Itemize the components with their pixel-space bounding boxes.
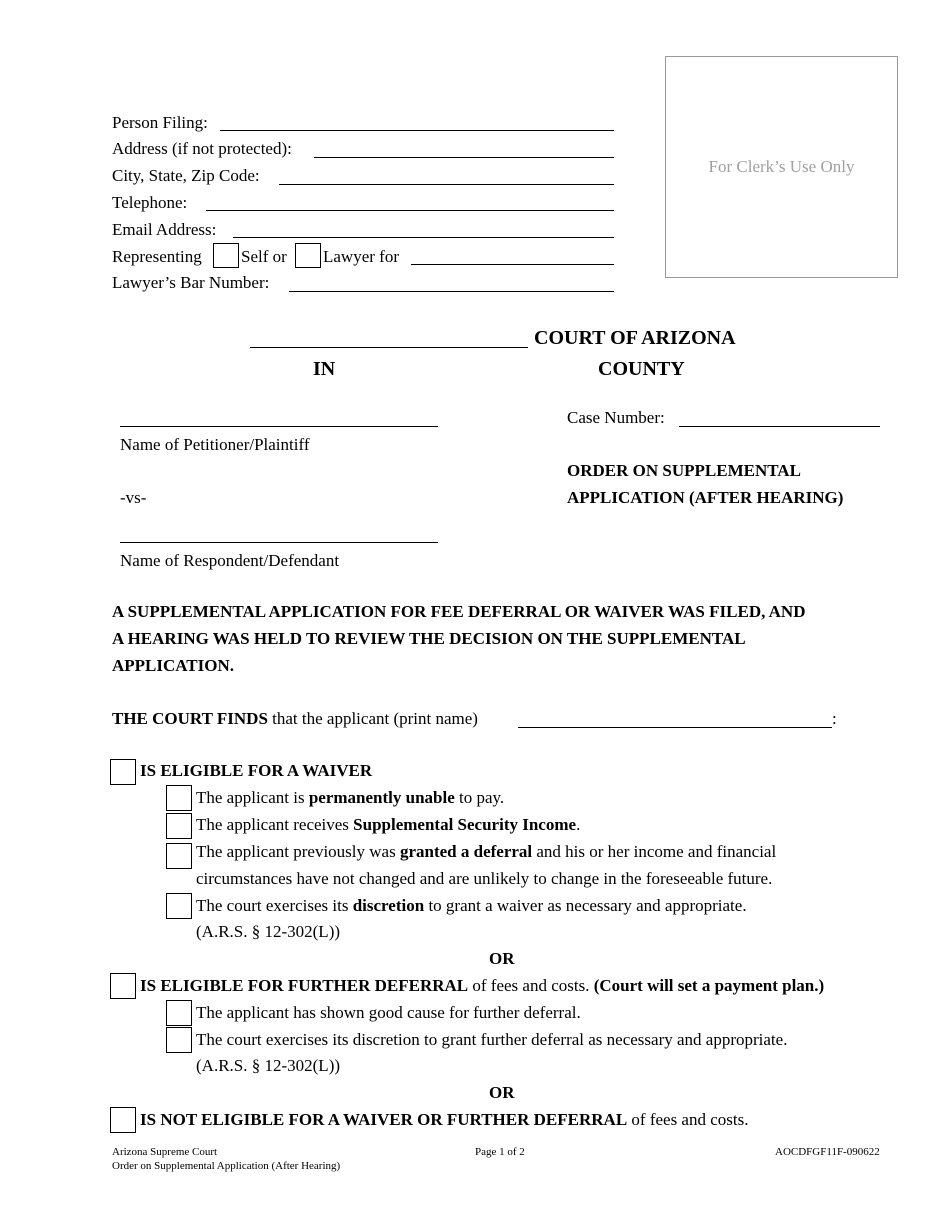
case-number-label: Case Number: [567, 408, 665, 427]
in-heading: IN [313, 358, 336, 380]
case-number-field[interactable] [679, 426, 880, 427]
lawyer-for-label: Lawyer for [323, 247, 399, 266]
respondent-label: Name of Respondent/Defendant [120, 551, 340, 570]
city-state-zip-label: City, State, Zip Code: [112, 166, 260, 185]
good-cause-checkbox[interactable] [166, 1000, 192, 1026]
person-filing-field[interactable] [220, 130, 614, 131]
waiver-discretion-checkbox[interactable] [166, 893, 192, 919]
superior-court-field[interactable] [250, 347, 528, 348]
footer-court: Arizona Supreme Court [112, 1146, 218, 1158]
email-field[interactable] [233, 237, 614, 238]
prior-deferral-option: The applicant previously was granted a deferral and his or her income and financial [196, 842, 777, 861]
applicant-colon: : [832, 709, 837, 728]
order-title-line1: ORDER ON SUPPLEMENTAL [567, 461, 801, 480]
waiver-heading: IS ELIGIBLE FOR A WAIVER [140, 761, 373, 780]
court-finds-label: THE COURT FINDS [112, 709, 268, 728]
self-or-label: Self or [241, 247, 287, 266]
telephone-field[interactable] [206, 210, 614, 211]
representing-label: Representing [112, 247, 202, 266]
ssi-option: The applicant receives Supplemental Security Income. [196, 815, 581, 834]
permanently-unable-checkbox[interactable] [166, 785, 192, 811]
or-divider-2: OR [489, 1083, 515, 1102]
vs-label: -vs- [120, 488, 147, 507]
footer-form-title: Order on Supplemental Application (After Hearing) [112, 1160, 341, 1172]
bar-number-field[interactable] [289, 291, 614, 292]
not-eligible-checkbox[interactable] [110, 1107, 136, 1133]
waiver-checkbox[interactable] [110, 759, 136, 785]
footer-form-code: AOCDFGF11F-090622 [775, 1146, 880, 1158]
footer-page-number: Page 1 of 2 [475, 1146, 525, 1158]
deferral-discretion-checkbox[interactable] [166, 1027, 192, 1053]
email-label: Email Address: [112, 220, 217, 239]
petitioner-label: Name of Petitioner/Plaintiff [120, 435, 310, 454]
ssi-checkbox[interactable] [166, 813, 192, 839]
applicant-name-field[interactable] [518, 727, 832, 728]
order-title-line2: APPLICATION (AFTER HEARING) [567, 488, 844, 507]
address-field[interactable] [314, 157, 614, 158]
clerk-use-box [665, 56, 898, 278]
county-heading: COUNTY [598, 358, 685, 380]
respondent-field[interactable] [120, 542, 438, 543]
intro-line3: APPLICATION. [112, 656, 234, 675]
address-label: Address (if not protected): [112, 139, 292, 158]
further-deferral-heading: IS ELIGIBLE FOR FURTHER DEFERRAL of fees and costs. (Court will set a payment plan.) [140, 976, 825, 995]
waiver-discretion-option: The court exercises its discretion to grant a waiver as necessary and appropriate. [196, 896, 747, 915]
prior-deferral-checkbox[interactable] [166, 843, 192, 869]
city-state-zip-field[interactable] [279, 184, 614, 185]
self-checkbox[interactable] [213, 243, 239, 268]
permanently-unable-option: The applicant is permanently unable to pay. [196, 788, 505, 807]
bar-number-label: Lawyer’s Bar Number: [112, 273, 270, 292]
applicant-print-label: that the applicant (print name) [272, 709, 478, 728]
waiver-statute: (A.R.S. § 12-302(L)) [196, 922, 341, 941]
petitioner-field[interactable] [120, 426, 438, 427]
good-cause-option: The applicant has shown good cause for further deferral. [196, 1003, 581, 1022]
lawyer-checkbox[interactable] [295, 243, 321, 268]
court-finds-line [112, 709, 478, 729]
prior-deferral-option-line2: circumstances have not changed and are unlikely to change in the foreseeable future. [196, 869, 773, 888]
telephone-label: Telephone: [112, 193, 188, 212]
court-of-arizona-heading: COURT OF ARIZONA [534, 327, 736, 349]
further-deferral-checkbox[interactable] [110, 973, 136, 999]
or-divider-1: OR [489, 949, 515, 968]
intro-line1: A SUPPLEMENTAL APPLICATION FOR FEE DEFERRAL OR WAIVER WAS FILED, AND [112, 602, 806, 621]
deferral-statute: (A.R.S. § 12-302(L)) [196, 1056, 341, 1075]
deferral-discretion-option: The court exercises its discretion to grant further deferral as necessary and appropriate. [196, 1030, 788, 1049]
lawyer-for-field[interactable] [411, 264, 614, 265]
person-filing-label: Person Filing: [112, 113, 208, 132]
intro-line2: A HEARING WAS HELD TO REVIEW THE DECISION ON THE SUPPLEMENTAL [112, 629, 746, 648]
not-eligible-heading: IS NOT ELIGIBLE FOR A WAIVER OR FURTHER DEFERRAL of fees and costs. [140, 1110, 749, 1129]
clerk-use-label: For Clerk’s Use Only [708, 157, 855, 176]
